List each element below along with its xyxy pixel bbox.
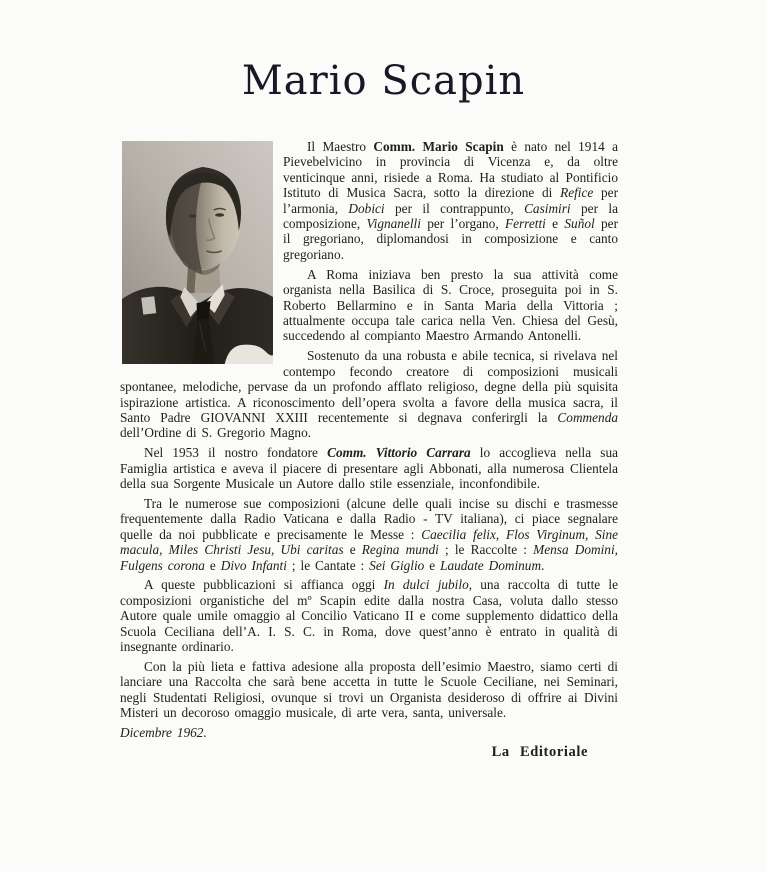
bio-paragraph: Con la più lieta e fattiva adesione alla proposta dell’esimio Maestro, siamo certi di lanciare una Raccolta che sarà bene accetta in tutte le Scuole Ceciliane, nei Seminari, negli Studentati Religiosi, ovunque si trovi un Organista desideroso di offrire ai Divini Misteri un decoroso omaggio musicale, di arte vera, santa, universale. — [120, 659, 618, 721]
signature: La Editoriale — [491, 744, 588, 761]
bio-paragraph: A queste pubblicazioni si affianca oggi In dulci jubilo, una raccolta di tutte le composizioni organistiche del mº Scapin edite dalla nostra Casa, voluta dallo stesso Autore quale umile omaggio al Concilio Vaticano II e come supplemento didattico della Scuola Ceciliana dell’A. I. S. C. in Roma, dove quest’anno è entrato in qualità di insegnante ordinario. — [120, 577, 618, 655]
portrait-photo-image — [122, 141, 273, 364]
page-title: Mario Scapin — [241, 58, 526, 104]
bio-paragraph: Sostenuto da una robusta e abile tecnica, si rivelava nel contempo fecondo creatore di composizioni musicali spontanee, melodiche, pervase da un profondo afflato religioso, degne della più squisita ispirazione artistica. A riconoscimento dell’opera svolta a favore della musica sacra, il Santo Padre GIOVANNI XXIII recentemente si degnava conferirgli la Commenda dell’Ordine di S. Gregorio Magno. — [120, 348, 618, 441]
bio-paragraph: Tra le numerose sue composizioni (alcune delle quali incise su dischi e trasmesse frequentemente dalla Radio Vaticana e dalla Radio - TV italiana), ci piace segnalare quelle da noi pubblicate e precisamente le Messe : Caecilia felix, Flos Virginum, Sine macula, Miles Christi Jesu, Ubi caritas e Regina mundi ; le Raccolte : Mensa Domini, Fulgens corona e Divo Infanti ; le Cantate : Sei Giglio e Laudate Dominum. — [120, 495, 618, 573]
biography-article — [120, 139, 618, 765]
date-line: Dicembre 1962. — [120, 725, 207, 741]
bio-paragraph: A Roma iniziava ben presto la sua attività come organista nella Basilica di S. Croce, proseguita poi in S. Roberto Bellarmino e in Santa Maria della Vittoria ; attualmente occupa tale carica nella Ven. Chiesa del Gesù, succedendo al compianto Maestro Armando Antonelli. — [283, 266, 618, 344]
bio-paragraph: Nel 1953 il nostro fondatore Comm. Vittorio Carrara lo accoglieva nella sua Famiglia artistica e aveva il piacere di presentare agli Abbonati, alla numerosa Clientela della sua Sorgente Musicale un Autore dallo stile essenziale, inconfondibile. — [120, 445, 618, 492]
portrait-photo — [122, 141, 273, 364]
bio-paragraph: Il Maestro Comm. Mario Scapin è nato nel 1914 a Pievebelvicino in provincia di Vicenza e, da oltre venticinque anni, risiede a Roma. Ha studiato al Pontificio Istituto di Musica Sacra, sotto la direzione di Refice per l’armonia, Dobici per il contrappunto, Casimiri per la composizione, Vignanelli per l’organo, Ferretti e Suñol per il gregoriano, diplomandosi in composizione e canto gregoriano. — [283, 139, 619, 262]
